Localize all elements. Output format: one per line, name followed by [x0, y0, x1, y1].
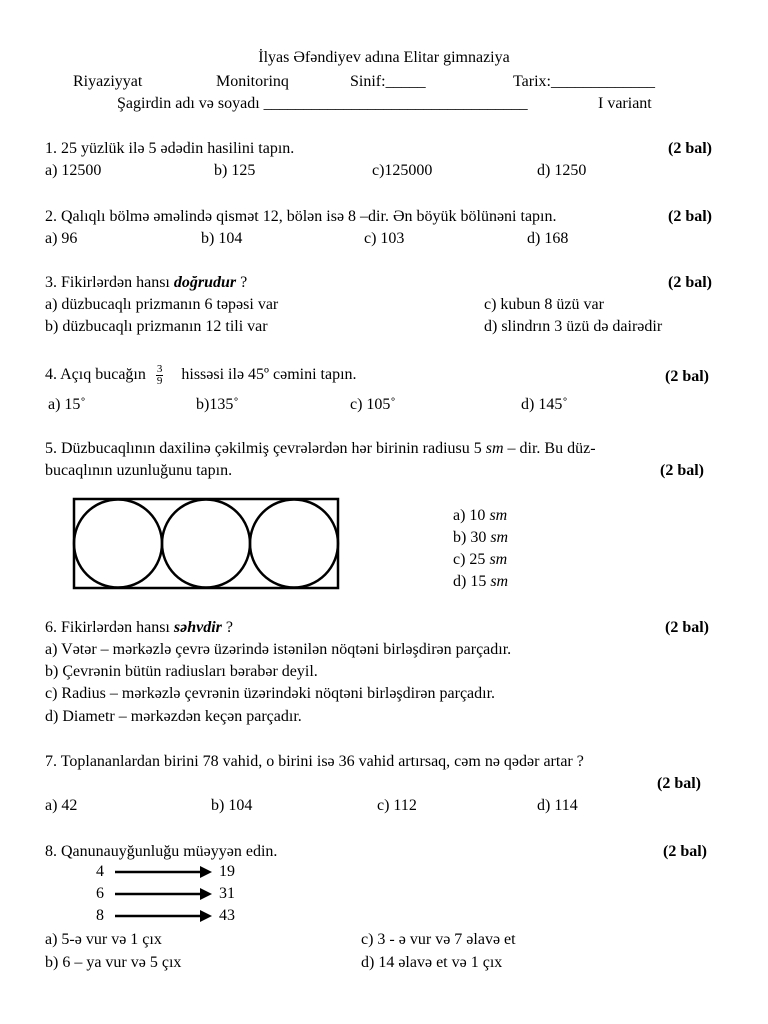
q3-option-d: d) slindrın 3 üzü də dairədir	[484, 318, 663, 335]
q5-text-start: 5. Düzbucaqlının daxilinə çəkilmiş çevrələrdən hər birinin radiusu 5	[45, 440, 486, 457]
q3-emphasis: doğrudur	[173, 274, 237, 291]
q5-points: (2 bal)	[660, 462, 704, 479]
q1-option-c: c)125000	[372, 162, 433, 179]
q3-option-a: a) düzbucaqlı prizmanın 6 təpəsi var	[45, 296, 279, 313]
q5-option-c-unit: sm	[489, 551, 508, 568]
q3-option-c: c) kubun 8 üzü var	[484, 296, 604, 313]
q7-option-a: a) 42	[45, 797, 78, 814]
q8-option-d: d) 14 əlavə et və 1 çıx	[361, 954, 503, 971]
q5-option-c-value: c) 25	[453, 551, 490, 568]
q4-fraction-numerator: 3	[156, 362, 163, 375]
q6-text-end: ?	[221, 619, 233, 636]
q5-text-end: – dir. Bu düz-	[503, 440, 596, 457]
q7-option-b: b) 104	[211, 797, 253, 814]
q4-option-c: c) 105˚	[350, 396, 396, 413]
q1-option-a: a) 12500	[45, 162, 102, 179]
q4-option-d: d) 145˚	[521, 396, 568, 413]
q8-pair-to: 19	[219, 863, 235, 880]
q3-option-b: b) düzbucaqlı prizmanın 12 tili var	[45, 318, 268, 335]
q5-option-b-value: b) 30	[453, 529, 491, 546]
school-name: İlyas Əfəndiyev adına Elitar gimnaziya	[258, 49, 510, 66]
q2-text: 2. Qalıqlı bölmə əməlində qismət 12, bölən isə 8 –dir. Ən böyük bölünəni tapın.	[45, 208, 557, 225]
q6-points: (2 bal)	[665, 619, 709, 636]
q4-fraction-denominator: 9	[156, 374, 163, 387]
q6-option-a: a) Vətər – mərkəzlə çevrə üzərində istənilən nöqtəni birləşdirən parçadır.	[45, 641, 512, 658]
q4-option-a: a) 15˚	[48, 396, 86, 413]
arrow-right-icon	[115, 866, 212, 878]
q1-option-d: d) 1250	[537, 162, 587, 179]
q6-option-c: c) Radius – mərkəzlə çevrənin üzərindəki nöqtəni birləşdirən parçadır.	[45, 685, 496, 702]
q2-option-d: d) 168	[527, 230, 569, 247]
test-type-label: Monitorinq	[216, 73, 289, 90]
q3-text-end: ?	[236, 274, 248, 291]
q6-text-start: 6. Fikirlərdən hansı	[45, 619, 174, 636]
q1-option-b: b) 125	[214, 162, 256, 179]
q8-pair-from: 6	[96, 885, 104, 902]
arrow-right-icon	[115, 910, 212, 922]
q2-points: (2 bal)	[668, 208, 712, 225]
q8-pair-from: 4	[96, 863, 104, 880]
student-name-field: Şagirdin adı və soyadı _________________________________	[117, 95, 528, 112]
q5-unit: sm	[485, 440, 504, 457]
arrow-right-icon	[115, 888, 212, 900]
q8-pair-to: 31	[219, 885, 235, 902]
q8-option-c: c) 3 - ə vur və 7 əlavə et	[361, 931, 516, 948]
q4-text-end: hissəsi ilə 45º cəmini tapın.	[181, 366, 357, 383]
q5-text-line2: bucaqlının uzunluğunu tapın.	[45, 462, 233, 479]
q5-option-d-value: d) 15	[453, 573, 491, 590]
q8-option-a: a) 5-ə vur və 1 çıx	[45, 931, 162, 948]
q6-emphasis: səhvdir	[173, 619, 222, 636]
variant-label: I variant	[598, 95, 652, 112]
q7-points: (2 bal)	[657, 775, 701, 792]
q3-text-start: 3. Fikirlərdən hansı	[45, 274, 174, 291]
q6-option-d: d) Diametr – mərkəzdən keçən parçadır.	[45, 708, 302, 725]
q4-text-start: 4. Açıq bucağın	[45, 366, 146, 383]
q4-points: (2 bal)	[665, 368, 709, 385]
q2-option-a: a) 96	[45, 230, 78, 247]
subject-label: Riyaziyyat	[73, 73, 143, 90]
q8-text: 8. Qanunauyğunluğu müəyyən edin.	[45, 843, 278, 860]
q3-points: (2 bal)	[668, 274, 712, 291]
q4-option-b: b)135˚	[196, 396, 239, 413]
q1-text: 1. 25 yüzlük ilə 5 ədədin hasilini tapın.	[45, 140, 295, 157]
q1-points: (2 bal)	[668, 140, 712, 157]
q8-points: (2 bal)	[663, 843, 707, 860]
q2-option-b: b) 104	[201, 230, 243, 247]
q5-option-b-unit: sm	[490, 529, 509, 546]
q5-option-a-unit: sm	[489, 507, 508, 524]
q8-pair-to: 43	[219, 907, 235, 924]
q8-option-b: b) 6 – ya vur və 5 çıx	[45, 954, 182, 971]
date-field: Tarix:_____________	[513, 73, 655, 90]
q7-text: 7. Toplananlardan birini 78 vahid, o birini isə 36 vahid artırsaq, cəm nə qədər artar ?	[45, 753, 584, 770]
q6-option-b: b) Çevrənin bütün radiusları bərabər deyil.	[45, 663, 318, 680]
q8-pair-from: 8	[96, 907, 104, 924]
q5-option-d-unit: sm	[490, 573, 509, 590]
q7-option-d: d) 114	[537, 797, 578, 814]
q5-option-a-value: a) 10	[453, 507, 490, 524]
q7-option-c: c) 112	[377, 797, 417, 814]
class-field: Sinif:_____	[350, 73, 426, 90]
q2-option-c: c) 103	[364, 230, 405, 247]
